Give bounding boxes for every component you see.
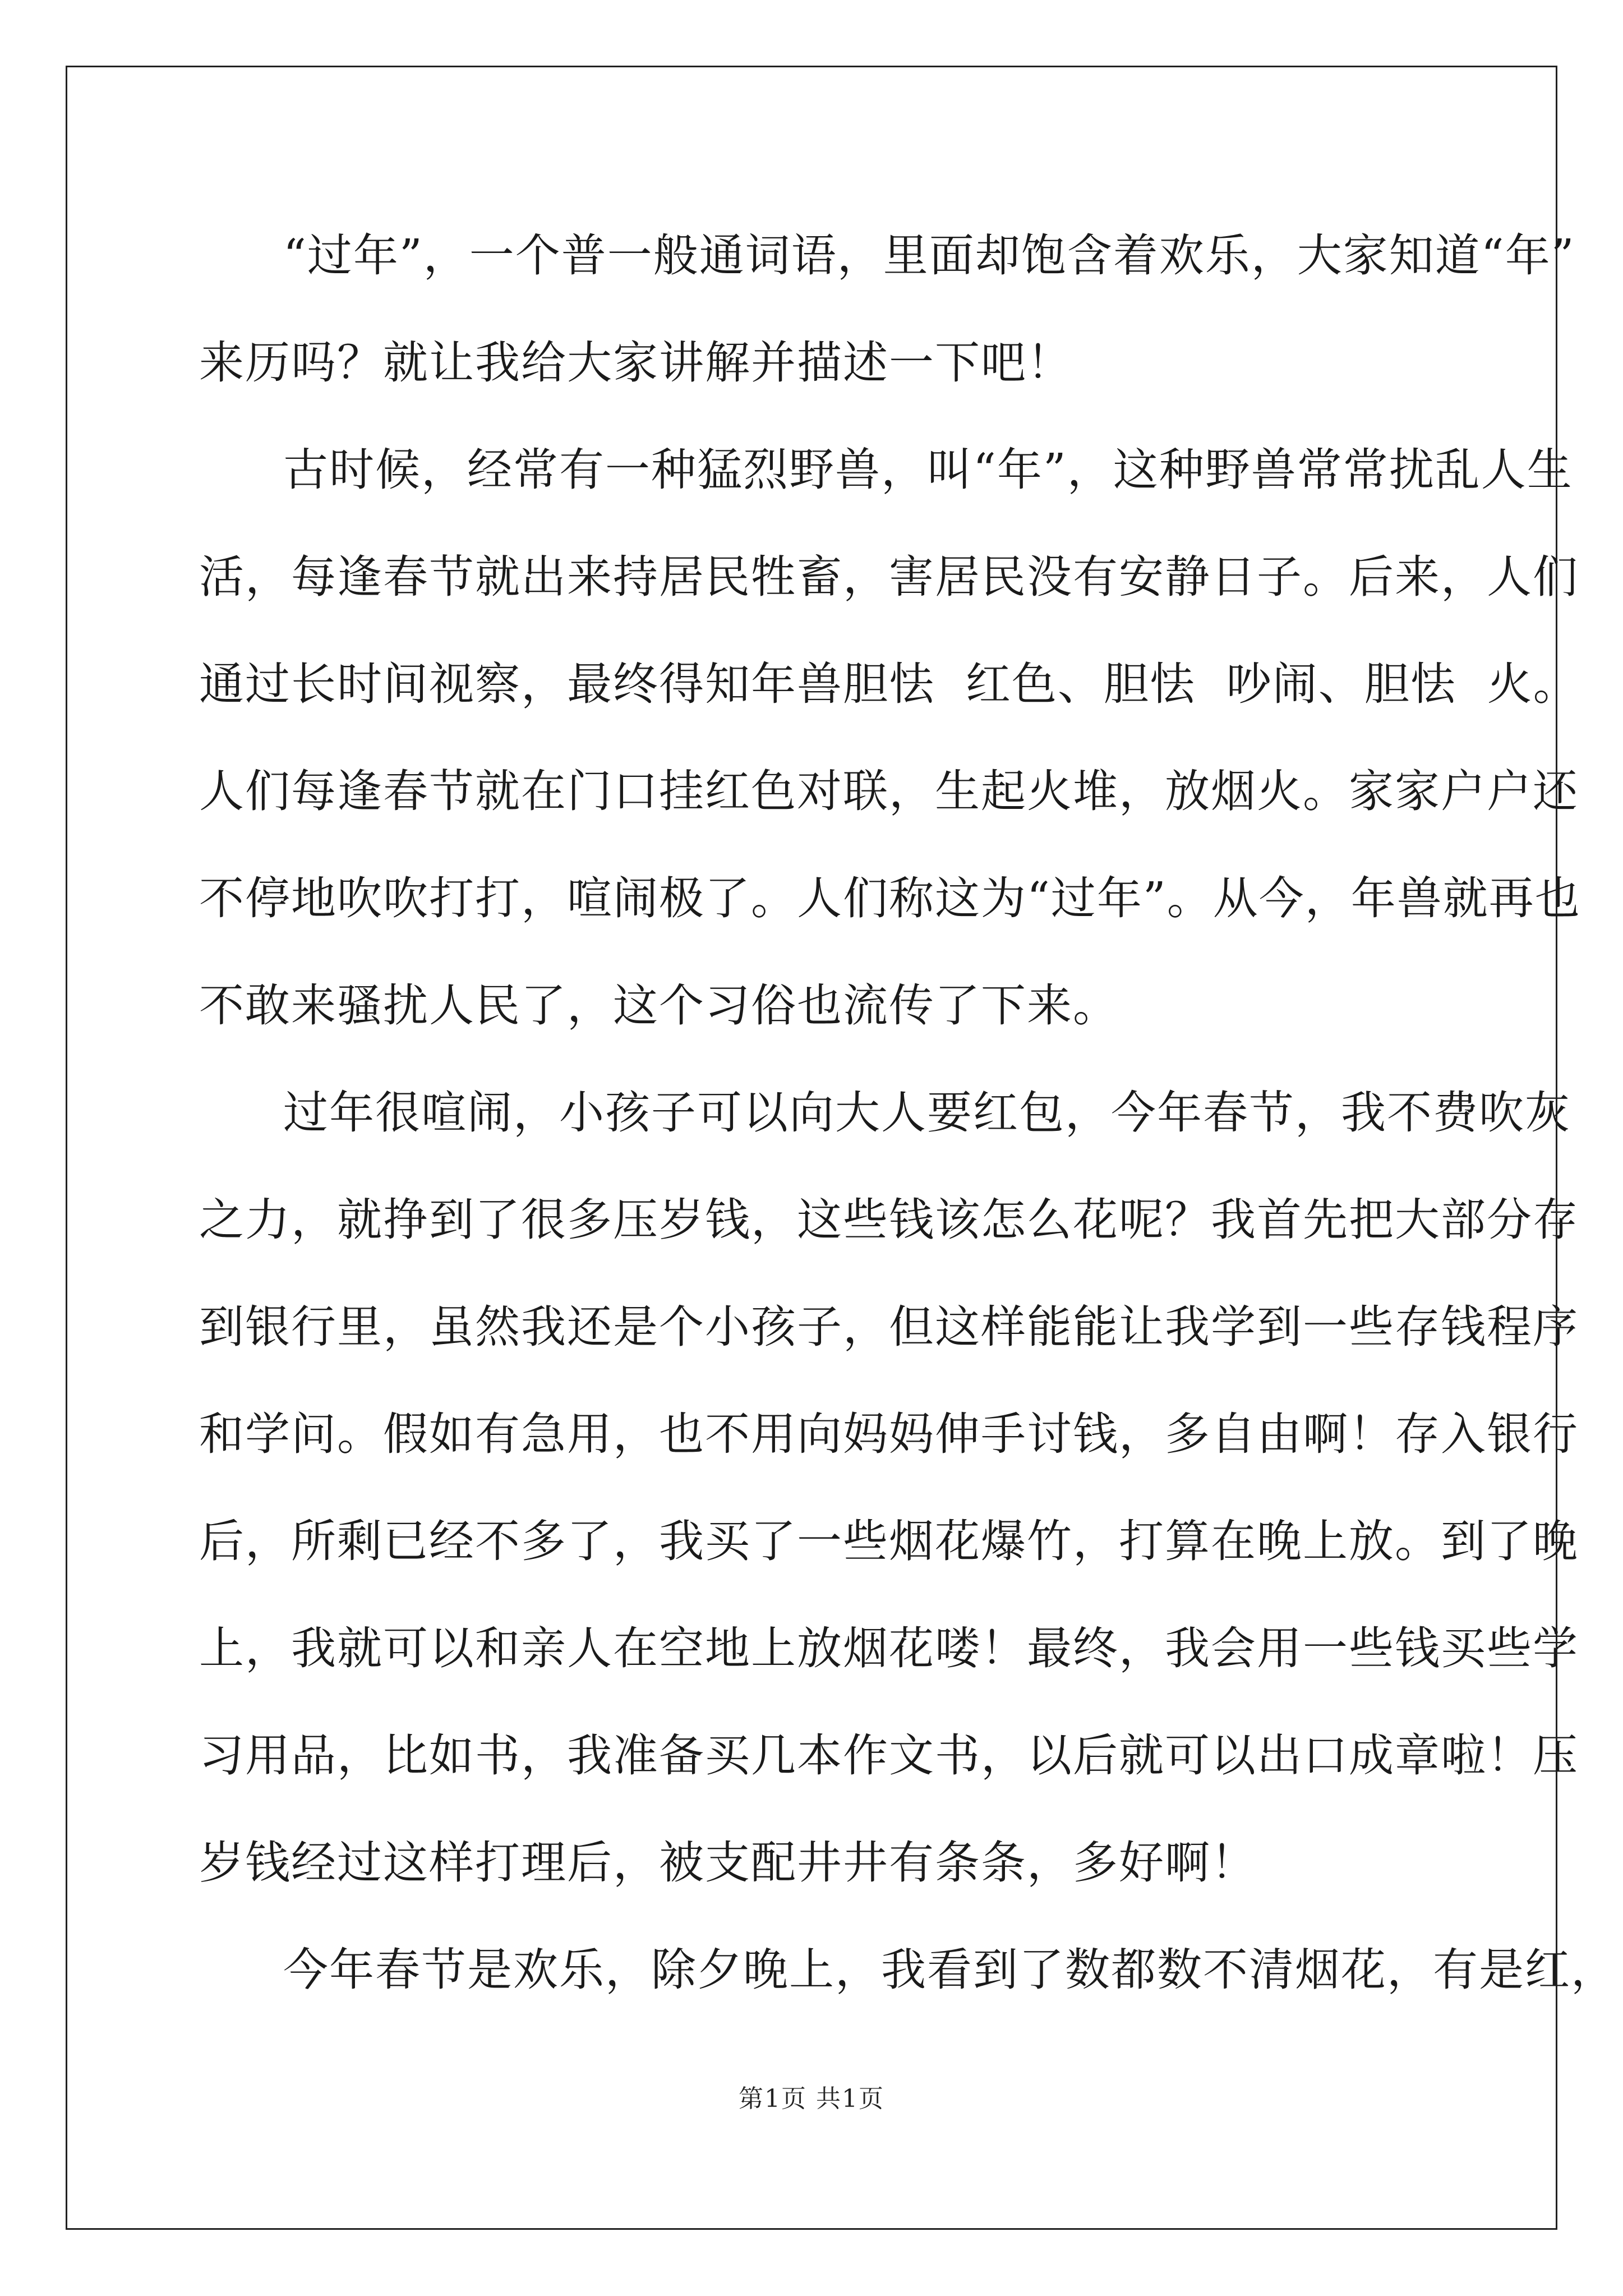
text-line: 和学问。假如有急用，也不用向妈妈伸手讨钱，多自由啊！存入银行 xyxy=(199,1408,1579,1460)
text-line: “过年”，一个普一般通词语，里面却饱含着欢乐，大家知道“年” xyxy=(283,229,1575,282)
paragraph-1 xyxy=(199,202,1575,416)
document-body xyxy=(199,202,1617,2023)
text-line: 后，所剩已经不多了，我买了一些烟花爆竹，打算在晚上放。到了晚 xyxy=(199,1515,1579,1567)
page-indicator: 第1页 共1页 xyxy=(739,2085,884,2113)
paragraph-2 xyxy=(199,416,1581,1059)
paragraph-4 xyxy=(199,1916,1617,2023)
text-line: 古时候，经常有一种猛烈野兽，叫“年”，这种野兽常常扰乱人生 xyxy=(283,444,1573,496)
text-line: 人们每逢春节就在门口挂红色对联，生起火堆，放烟火。家家户户还 xyxy=(199,765,1579,817)
text-line: 今年春节是欢乐，除夕晚上，我看到了数都数不清烟花，有是红， xyxy=(283,1944,1617,1996)
text-line: 来历吗？就让我给大家讲解并描述一下吧！ xyxy=(199,337,1073,389)
text-line: 不敢来骚扰人民了，这个习俗也流传了下来。 xyxy=(199,979,1119,1032)
text-line: 到银行里，虽然我还是个小孩子，但这样能能让我学到一些存钱程序 xyxy=(199,1301,1579,1353)
text-line: 岁钱经过这样打理后，被支配井井有条条，多好啊！ xyxy=(199,1837,1257,1889)
text-line: 活，每逢春节就出来持居民牲畜，害居民没有安静日子。后来，人们 xyxy=(199,551,1579,603)
text-line: 通过长时间视察，最终得知年兽胆怯 红色、胆怯 吵闹、胆怯 火。 xyxy=(199,658,1579,710)
text-line: 习用品，比如书，我准备买几本作文书，以后就可以出口成章啦！压 xyxy=(199,1729,1579,1782)
text-line: 上，我就可以和亲人在空地上放烟花喽！最终，我会用一些钱买些学 xyxy=(199,1622,1579,1674)
text-line: 过年很喧闹，小孩子可以向大人要红包，今年春节，我不费吹灰 xyxy=(283,1087,1571,1139)
paragraph-3 xyxy=(199,1059,1579,1916)
text-line: 不停地吹吹打打，喧闹极了。人们称这为“过年”。从今，年兽就再也 xyxy=(199,872,1581,924)
text-line: 之力，就挣到了很多压岁钱，这些钱该怎么花呢？我首先把大部分存 xyxy=(199,1194,1579,1246)
